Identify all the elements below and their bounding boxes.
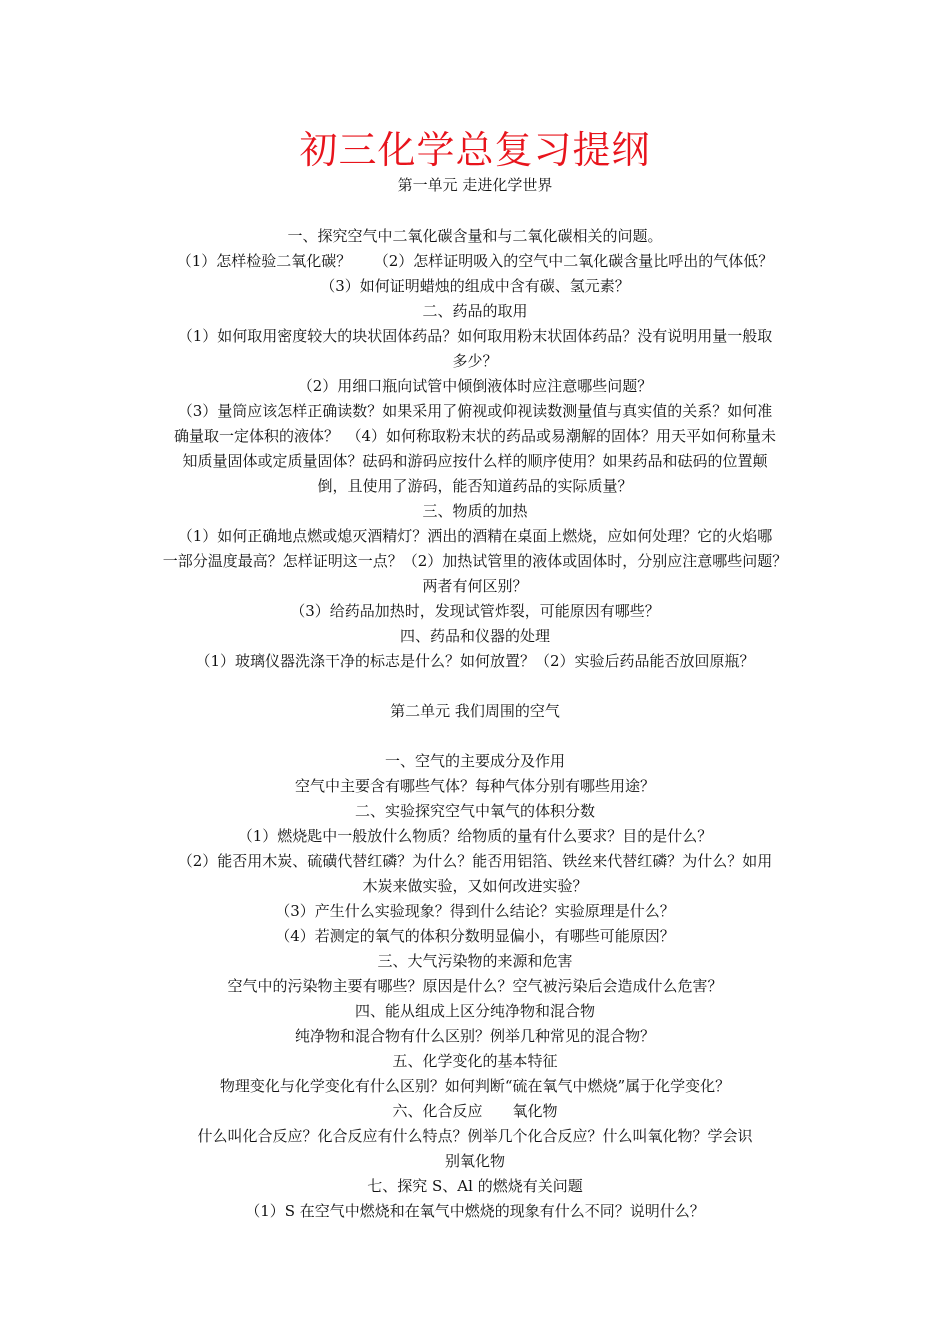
question-line: （2）用细口瓶向试管中倾倒液体时应注意哪些问题？ [297, 377, 653, 395]
section-title: 一、空气的主要成分及作用 [384, 752, 565, 770]
question-line: 空气中主要含有哪些气体？每种气体分别有哪些用途？ [294, 777, 655, 795]
question-line: （3）给药品加热时，发现试管炸裂，可能原因有哪些？ [290, 602, 660, 620]
section-title: 二、实验探究空气中氧气的体积分数 [354, 802, 595, 820]
question-line: （1）如何取用密度较大的块状固体药品？如何取用粉末状固体药品？没有说明用量一般取 [177, 327, 773, 345]
section-title: 四、能从组成上区分纯净物和混合物 [354, 1002, 595, 1020]
section-title: 五、化学变化的基本特征 [392, 1052, 558, 1070]
question-line: 多少？ [452, 352, 498, 370]
section-title: 三、大气污染物的来源和危害 [377, 952, 573, 970]
question-line: 知质量固体或定质量固体？砝码和游码应按什么样的顺序使用？如果药品和砝码的位置颠 [182, 452, 768, 470]
document-title: 初三化学总复习提纲 [299, 128, 651, 172]
section-title: 六、化合反应 氧化物 [392, 1102, 558, 1120]
question-line: 确量取一定体积的液体？ （4）如何称取粉末状的药品或易潮解的固体？用天平如何称量未 [173, 427, 777, 445]
question-line: （2）能否用木炭、硫磺代替红磷？为什么？能否用铝箔、铁丝来代替红磷？为什么？如用 [177, 852, 773, 870]
unit-heading: 第一单元 走进化学世界 [397, 176, 553, 194]
unit-heading: 第二单元 我们周围的空气 [390, 702, 560, 720]
question-line: 物理变化与化学变化有什么区别？如何判断“硫在氧气中燃烧”属于化学变化？ [219, 1077, 731, 1095]
question-line: 一部分温度最高？怎样证明这一点？（2）加热试管里的液体或固体时，分别应注意哪些问题？ [162, 552, 788, 570]
question-line: 空气中的污染物主要有哪些？原因是什么？空气被污染后会造成什么危害？ [227, 977, 723, 995]
question-line: 两者有何区别？ [422, 577, 528, 595]
question-line: 纯净物和混合物有什么区别？例举几种常见的混合物？ [294, 1027, 655, 1045]
question-line: （1）玻璃仪器洗涤干净的标志是什么？如何放置？（2）实验后药品能否放回原瓶？ [195, 652, 755, 670]
question-line: （1）燃烧匙中一般放什么物质？给物质的量有什么要求？目的是什么？ [237, 827, 713, 845]
question-line: 木炭来做实验，又如何改进实验？ [362, 877, 588, 895]
question-line: （1）S 在空气中燃烧和在氧气中燃烧的现象有什么不同？说明什么？ [245, 1202, 705, 1220]
section-title: 一、探究空气中二氧化碳含量和与二氧化碳相关的问题。 [287, 227, 663, 245]
section-title: 七、探究 S、Al 的燃烧有关问题 [367, 1177, 583, 1195]
question-line: 别氧化物 [444, 1152, 505, 1170]
section-title: 二、药品的取用 [422, 302, 528, 320]
section-title: 四、药品和仪器的处理 [399, 627, 550, 645]
question-line: （3）如何证明蜡烛的组成中含有碳、氢元素？ [320, 277, 630, 295]
section-title: 三、物质的加热 [422, 502, 528, 520]
question-line: （4）若测定的氧气的体积分数明显偏小，有哪些可能原因？ [275, 927, 675, 945]
question-line: （3）产生什么实验现象？得到什么结论？实验原理是什么？ [275, 902, 675, 920]
question-line: 倒，且使用了游码，能否知道药品的实际质量？ [317, 477, 633, 495]
question-line: （1）怎样检验二氧化碳？ （2）怎样证明吸入的空气中二氧化碳含量比呼出的气体低？ [176, 252, 774, 270]
question-line: （1）如何正确地点燃或熄灭酒精灯？洒出的酒精在桌面上燃烧，应如何处理？它的火焰哪 [177, 527, 773, 545]
question-line: （3）量筒应该怎样正确读数？如果采用了俯视或仰视读数测量值与真实值的关系？如何准 [177, 402, 773, 420]
question-line: 什么叫化合反应？化合反应有什么特点？例举几个化合反应？什么叫氧化物？学会识 [197, 1127, 753, 1145]
